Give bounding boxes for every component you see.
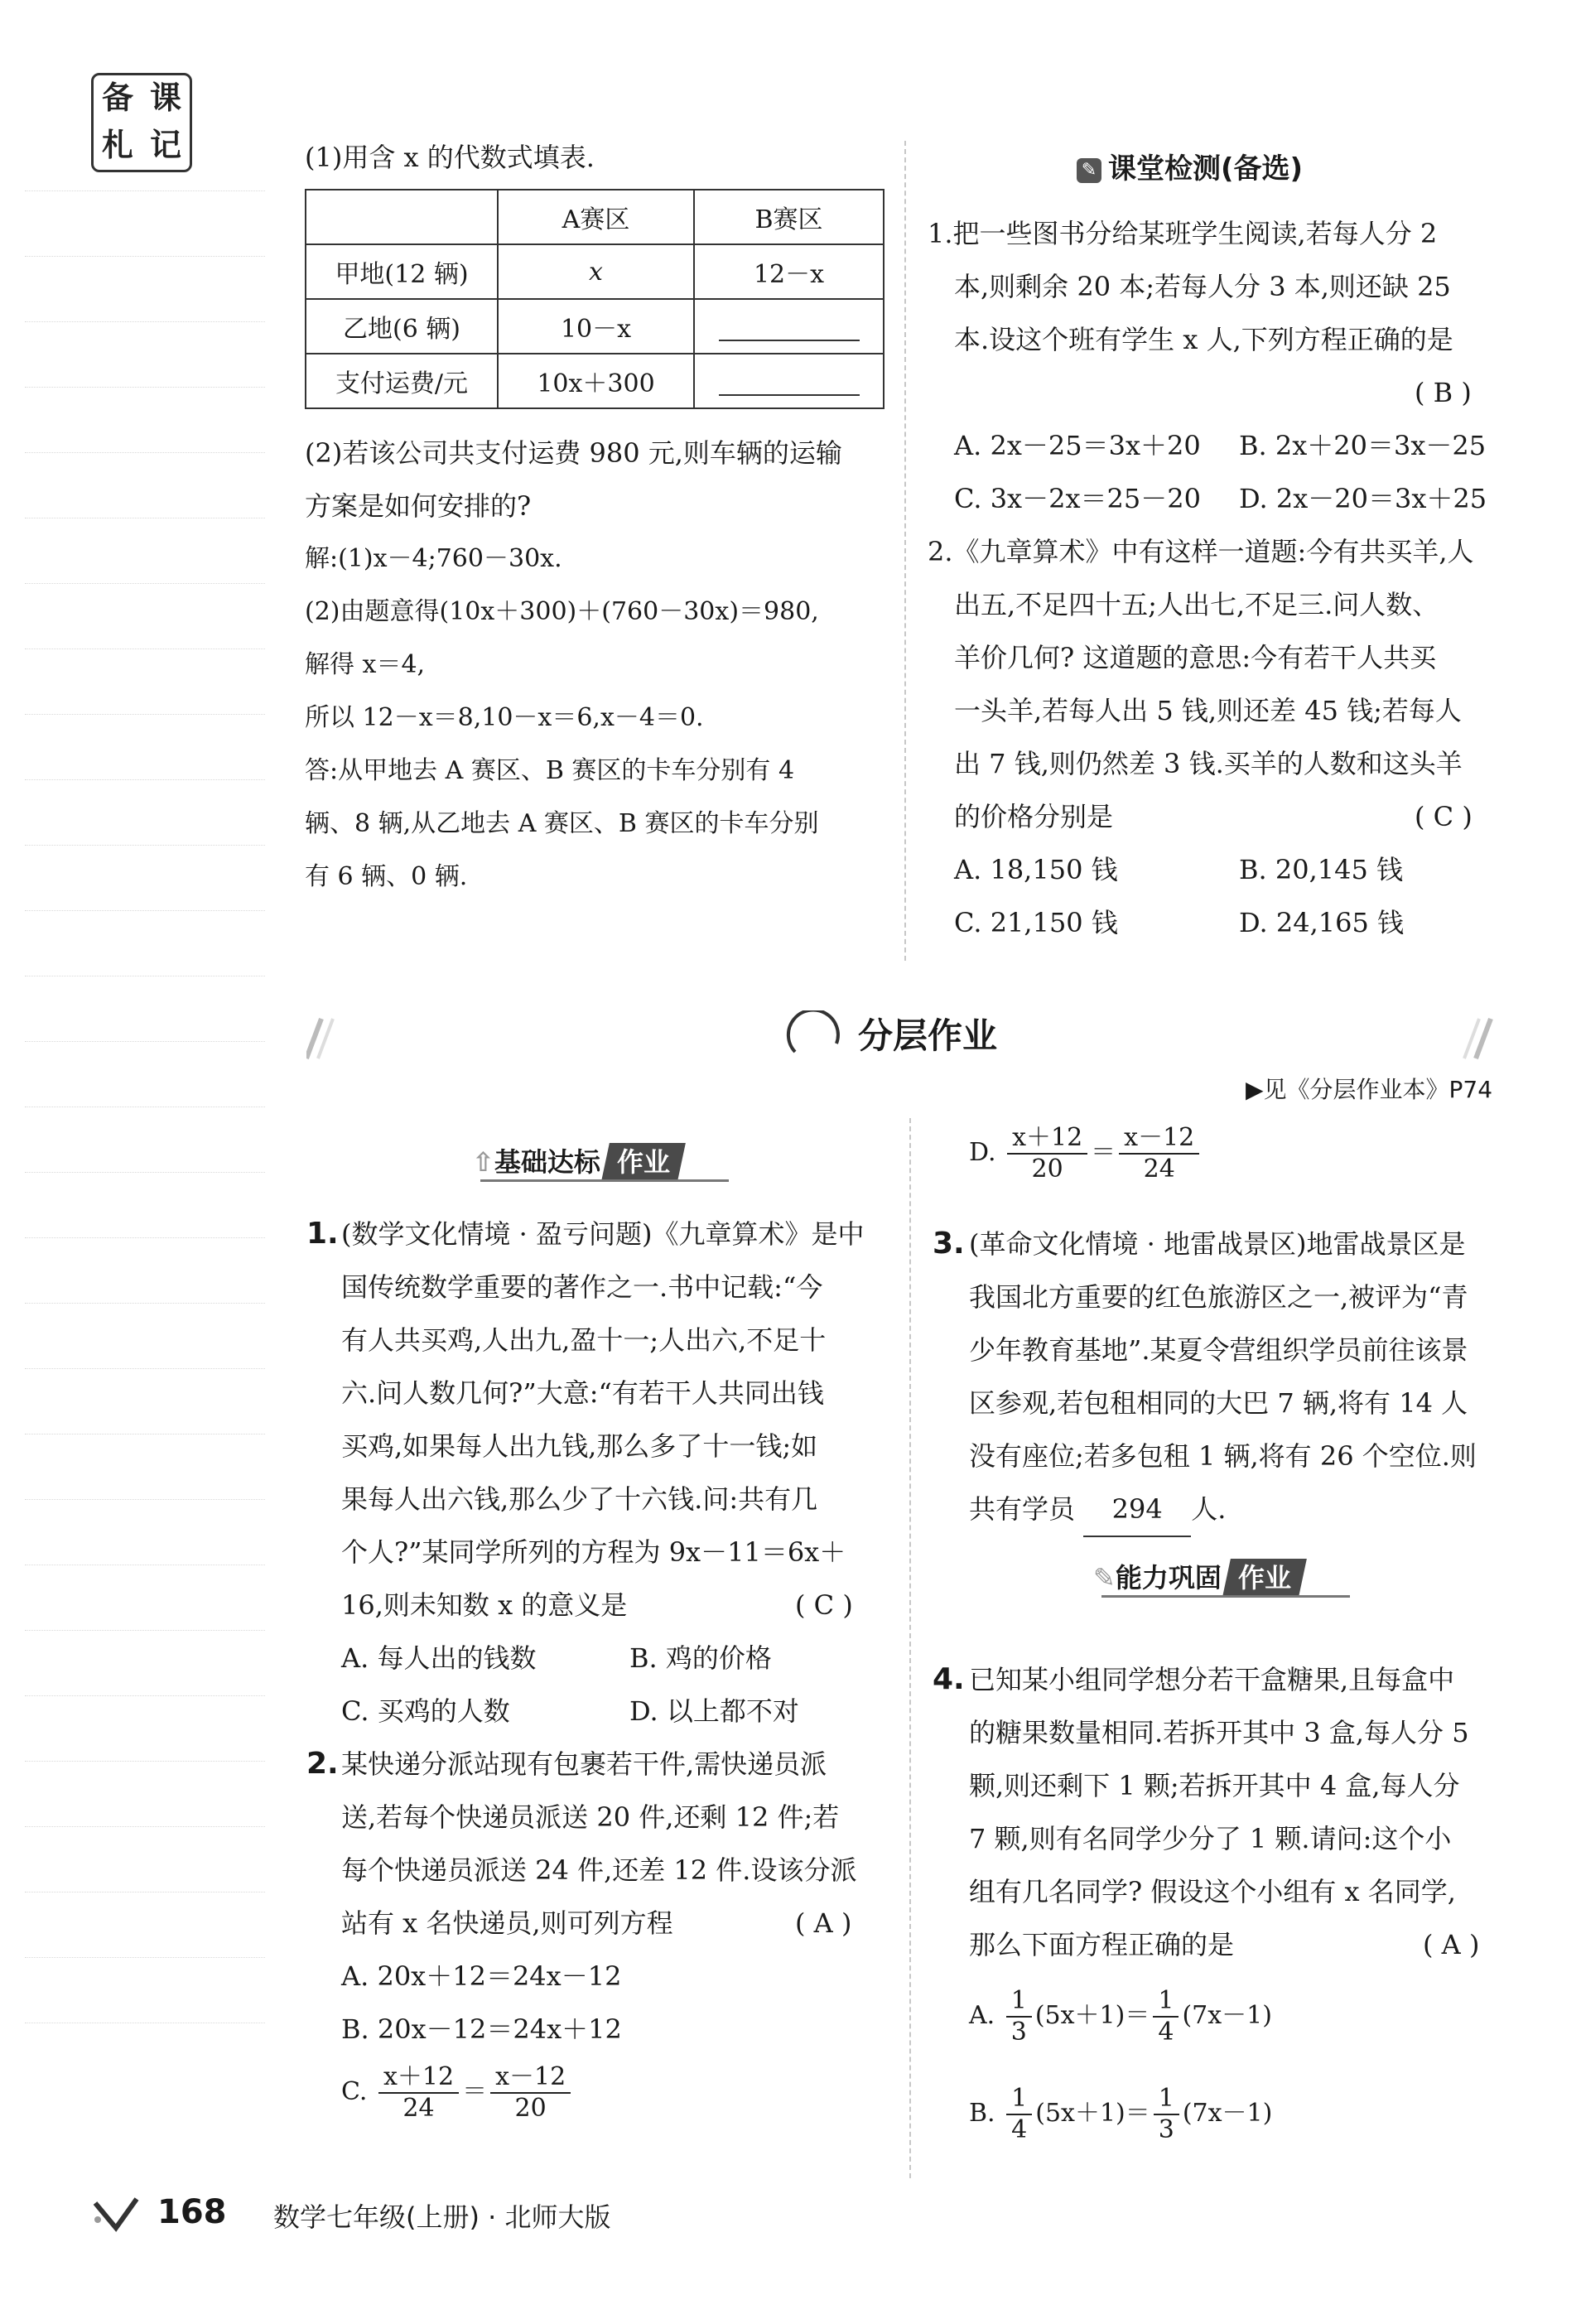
option-d: D. 24,165 钱 [1239, 907, 1405, 938]
transport-table [305, 189, 884, 409]
fraction [1153, 1986, 1179, 2047]
option-a: A. 18,150 钱 [954, 854, 1118, 885]
equals: ＝ [462, 2077, 488, 2106]
q3-suffix: 人. [1191, 1493, 1227, 1525]
page-number: 168 [157, 2193, 227, 2231]
q3-line: 少年教育基地”.某夏令营组织学员前往该景 [969, 1334, 1468, 1366]
denominator: 24 [402, 2094, 435, 2123]
fraction [1006, 2084, 1032, 2145]
section-title: 分层作业 [858, 1015, 998, 1056]
check-q2-line: 的价格分别是 [954, 801, 1114, 832]
table-blank-cell [694, 299, 884, 354]
q3-line: (革命文化情境 · 地雷战景区)地雷战景区是 [969, 1228, 1466, 1260]
check-q2-line: 羊价几何? 这道题的意思:今有若干人共买 [954, 642, 1437, 673]
badge-char: 札 [101, 127, 133, 163]
numerator: x－12 [490, 2062, 571, 2094]
q4-line: 那么下面方程正确的是 [969, 1929, 1235, 1960]
solution-line: 解:(1)x－4;760－30x. [305, 544, 562, 573]
pencil-icon: ✎ [1077, 158, 1101, 183]
heading-underline [1101, 1595, 1350, 1598]
basic-q1-line: 六.问人数几何?”大意:“有若干人共同出钱 [341, 1377, 824, 1409]
option-b: B. 20x－12＝24x＋12 [341, 2013, 622, 2045]
check-q2-line: 2.《九章算术》中有这样一道题:今有共买羊,人 [928, 536, 1474, 567]
q3-prefix: 共有学员 [969, 1493, 1076, 1525]
question-number: 4. [933, 1662, 965, 1696]
ability-heading [1093, 1557, 1303, 1597]
solution-line: 有 6 辆、0 辆. [305, 862, 468, 891]
table-row [306, 190, 884, 244]
q1-prompt: (1)用含 x 的代数式填表. [305, 142, 595, 173]
basic-q2-line: 送,若每个快递员派送 20 件,还剩 12 件;若 [341, 1801, 840, 1833]
solution-line: 辆、8 辆,从乙地去 A 赛区、B 赛区的卡车分别 [305, 809, 819, 838]
expression: (5x＋1)＝ [1034, 2001, 1150, 2030]
denominator: 20 [514, 2094, 547, 2123]
leaf-icon: ✎ [1093, 1562, 1116, 1594]
numerator: x－12 [1119, 1123, 1199, 1155]
expression: (5x＋1)＝ [1035, 2099, 1150, 2128]
badge-char: 课 [149, 80, 181, 116]
fraction [1119, 1123, 1199, 1184]
note-lines [25, 190, 265, 2088]
basic-q2-line: 站有 x 名快递员,则可列方程 [341, 1907, 673, 1939]
option-d: D. 以上都不对 [629, 1695, 799, 1727]
note-badge [91, 73, 192, 172]
numerator: 1 [1153, 1986, 1179, 2018]
basic-heading [472, 1141, 682, 1181]
basic-q2-answer: ( A ) [795, 1907, 852, 1939]
table-cell: 甲地(12 辆) [306, 244, 498, 299]
up-arrow-icon: ⇧ [472, 1146, 494, 1178]
basic-q1-line: 买鸡,如果每人出九钱,那么多了十一钱;如 [341, 1430, 818, 1462]
option-label: B. [969, 2099, 995, 2128]
homework-tag [1222, 1559, 1307, 1597]
class-check-heading [1077, 146, 1303, 186]
numerator: 1 [1006, 2084, 1032, 2115]
table-cell: 10－x [498, 299, 694, 354]
ability-title: 能力巩固 [1115, 1562, 1222, 1594]
basic-q1-line: 果每人出六钱,那么少了十六钱.问:共有几 [341, 1483, 818, 1515]
option-label: D. [969, 1138, 996, 1167]
numerator: x＋12 [1007, 1123, 1087, 1155]
denominator: 3 [1010, 2018, 1027, 2047]
q3-line: 区参观,若包租相同的大巴 7 辆,将有 14 人 [969, 1387, 1468, 1419]
table-blank-cell [694, 354, 884, 408]
basic-q1-answer: ( C ) [795, 1589, 853, 1621]
denominator: 24 [1143, 1155, 1175, 1184]
table-cell: 10x＋300 [498, 354, 694, 408]
solution-line: 答:从甲地去 A 赛区、B 赛区的卡车分别有 4 [305, 756, 795, 785]
q2-line: 方案是如何安排的? [305, 490, 532, 522]
table-cell: 支付运费/元 [306, 354, 498, 408]
column-divider-top [904, 141, 906, 961]
q3-line: 我国北方重要的红色旅游区之一,被评为“青 [969, 1281, 1468, 1313]
fraction [490, 2062, 571, 2124]
option-c: C. 21,150 钱 [954, 907, 1118, 938]
option-a: A. 2x－25＝3x＋20 [954, 430, 1201, 461]
solution-line: (2)由题意得(10x＋300)＋(760－30x)＝980, [305, 597, 819, 626]
fill-blank[interactable] [719, 315, 860, 341]
q3-line: 没有座位;若多包租 1 辆,将有 26 个空位.则 [969, 1440, 1477, 1472]
fraction [1154, 2084, 1179, 2145]
check-q1-line: 本,则剩余 20 本;若每人分 3 本,则还缺 25 [954, 271, 1451, 302]
basic-q2-line: 每个快递员派送 24 件,还差 12 件.设该分派 [341, 1854, 857, 1886]
denominator: 3 [1158, 2115, 1174, 2144]
question-number: 3. [933, 1227, 965, 1261]
q4-answer: ( A ) [1423, 1929, 1480, 1960]
book-title: 数学七年级(上册) · 北师大版 [273, 2201, 611, 2233]
q2-line: (2)若该公司共支付运费 980 元,则车辆的运输 [305, 437, 842, 469]
question-number: 2. [306, 1747, 339, 1781]
numerator: x＋12 [378, 2062, 459, 2094]
basic-q1-line: 国传统数学重要的著作之一.书中记载:“今 [341, 1271, 823, 1303]
table-header: A赛区 [498, 190, 694, 244]
basic-title: 基础达标 [494, 1146, 600, 1178]
table-header: B赛区 [694, 190, 884, 244]
check-q2-line: 出 7 钱,则仍然差 3 钱.买羊的人数和这头羊 [954, 748, 1463, 779]
option-d: D. 2x－20＝3x＋25 [1239, 483, 1487, 514]
fraction [1007, 1123, 1087, 1184]
table-row [306, 299, 884, 354]
heading-underline [480, 1179, 729, 1182]
fraction [378, 2062, 459, 2124]
fraction [1006, 1986, 1032, 2047]
numerator: 1 [1154, 2084, 1179, 2115]
question-number: 1. [306, 1217, 339, 1251]
basic-q2-line: 某快递分派站现有包裹若干件,需快递员派 [341, 1748, 827, 1780]
check-q1-line: 本.设这个班有学生 x 人,下列方程正确的是 [954, 324, 1453, 355]
check-q1-answer: ( B ) [1415, 377, 1472, 408]
option-b: B. 鸡的价格 [629, 1642, 772, 1674]
q3-fill-answer[interactable]: 294 [1083, 1483, 1191, 1537]
table-cell: x [498, 244, 694, 299]
option-c: C. 3x－2x＝25－20 [954, 483, 1201, 514]
basic-q1-line: 有人共买鸡,人出九,盈十一;人出六,不足十 [341, 1324, 827, 1356]
basic-q1-line: (数学文化情境 · 盈亏问题)《九章算术》是中 [341, 1218, 865, 1250]
q4-line: 组有几名同学? 假设这个小组有 x 名同学, [969, 1876, 1456, 1907]
option-b: B. 2x＋20＝3x－25 [1239, 430, 1487, 461]
q4-line: 已知某小组同学想分若干盒糖果,且每盒中 [969, 1664, 1455, 1695]
equals: ＝ [1091, 1138, 1116, 1167]
solution-line: 解得 x＝4, [305, 650, 426, 679]
option-label: C. [341, 2077, 368, 2106]
check-q2-line: 出五,不足四十五;人出七,不足三.问人数、 [954, 589, 1439, 620]
homework-tag [601, 1143, 686, 1181]
option-label: A. [969, 2001, 995, 2030]
option-a: A. 每人出的钱数 [341, 1642, 537, 1674]
q3-last-line [969, 1483, 1226, 1537]
option-b [969, 2084, 1272, 2145]
check-q2-answer: ( C ) [1415, 801, 1473, 832]
fill-blank[interactable] [719, 369, 860, 396]
expression: (7x－1) [1182, 2099, 1273, 2128]
table-cell: 乙地(6 辆) [306, 299, 498, 354]
denominator: 20 [1031, 1155, 1063, 1184]
denominator: 4 [1011, 2115, 1028, 2144]
table-row [306, 354, 884, 408]
footer-decoration-icon [91, 2195, 149, 2240]
option-c: C. 买鸡的人数 [341, 1695, 510, 1727]
badge-char: 记 [149, 127, 181, 163]
solution-line: 所以 12－x＝8,10－x＝6,x－4＝0. [305, 703, 704, 732]
basic-q1-line: 16,则未知数 x 的意义是 [341, 1589, 628, 1621]
numerator: 1 [1006, 1986, 1032, 2018]
badge-char: 备 [101, 80, 133, 116]
check-q2-line: 一头羊,若每人出 5 钱,则还差 45 钱;若每人 [954, 695, 1462, 726]
option-d [969, 1123, 1203, 1184]
expression: (7x－1) [1182, 2001, 1272, 2030]
column-divider-bottom [909, 1118, 911, 2178]
workbook-reference: ▶见《分层作业本》P74 [1246, 1076, 1493, 1103]
option-c [341, 2062, 574, 2124]
option-a: A. 20x＋12＝24x－12 [341, 1960, 622, 1992]
option-a [969, 1986, 1272, 2047]
denominator: 4 [1158, 2018, 1174, 2047]
basic-q1-line: 个人?”某同学所列的方程为 9x－11＝6x＋ [341, 1536, 846, 1568]
option-b: B. 20,145 钱 [1239, 854, 1404, 885]
table-row [306, 244, 884, 299]
check-q1-line: 1.把一些图书分给某班学生阅读,若每人分 2 [928, 218, 1438, 249]
q4-line: 颗,则还剩下 1 颗;若拆开其中 4 盒,每人分 [969, 1770, 1460, 1801]
table-cell [306, 190, 498, 244]
class-check-title: 课堂检测(备选) [1108, 152, 1304, 186]
q4-line: 的糖果数量相同.若拆开其中 3 盒,每人分 5 [969, 1717, 1469, 1748]
homework-tag-label: 作业 [616, 1146, 670, 1178]
table-cell: 12－x [694, 244, 884, 299]
q4-line: 7 颗,则有名同学少分了 1 颗.请问:这个小 [969, 1823, 1452, 1854]
homework-tag-label: 作业 [1237, 1562, 1291, 1594]
